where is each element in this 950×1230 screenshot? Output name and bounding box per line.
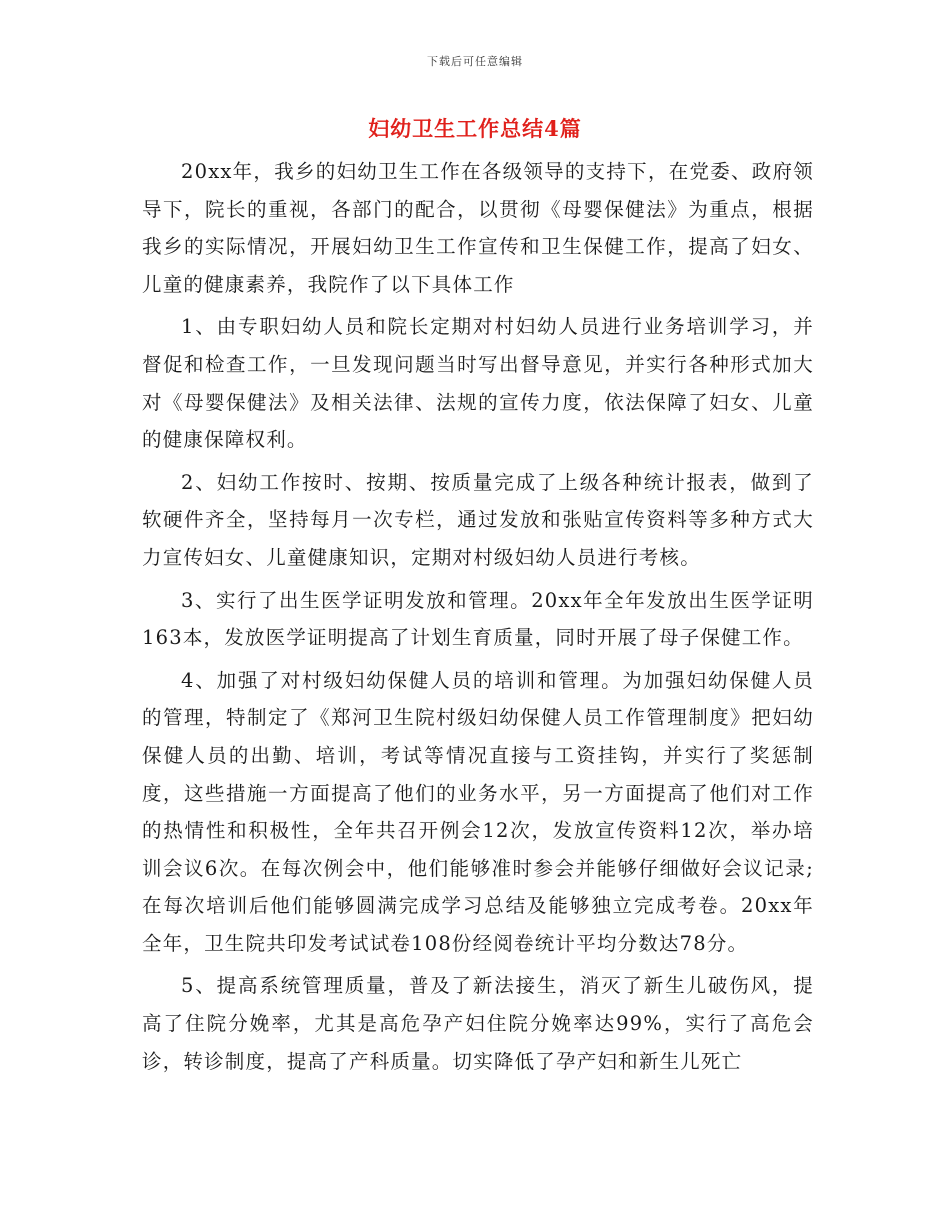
paragraph-item-1: 1、由专职妇幼人员和院长定期对村妇幼人员进行业务培训学习，并督促和检查工作，一旦发现问题当时写出督导意见，并实行各种形式加大对《母婴保健法》及相关法律、法规的宣传力度，依法保障了妇女、儿童的健康保障权利。 bbox=[142, 315, 814, 452]
paragraph-item-5: 5、提高系统管理质量，普及了新法接生，消灭了新生儿破伤风，提高了住院分娩率，尤其是高危孕产妇住院分娩率达99%，实行了高危会诊，转诊制度，提高了产科质量。切实降低了孕产妇和新生儿死亡 bbox=[142, 974, 814, 1073]
document-body bbox=[142, 153, 814, 1085]
document-title: 妇幼卫生工作总结4篇 bbox=[368, 116, 582, 141]
header-note: 下载后可任意编辑 bbox=[427, 55, 523, 68]
paragraph-item-2: 2、妇幼工作按时、按期、按质量完成了上级各种统计报表，做到了软硬件齐全，坚持每月一次专栏，通过发放和张贴宣传资料等多种方式大力宣传妇女、儿童健康知识，定期对村级妇幼人员进行考核。 bbox=[142, 470, 814, 569]
paragraph-intro: 20xx年，我乡的妇幼卫生工作在各级领导的支持下，在党委、政府领导下，院长的重视，各部门的配合，以贯彻《母婴保健法》为重点，根据我乡的实际情况，开展妇幼卫生工作宣传和卫生保健工作，提高了妇女、儿童的健康素养，我院作了以下具体工作 bbox=[142, 160, 814, 296]
paragraph-item-4: 4、加强了对村级妇幼保健人员的培训和管理。为加强妇幼保健人员的管理，特制定了《郑河卫生院村级妇幼保健人员工作管理制度》把妇幼保健人员的出勤、培训，考试等情况直接与工资挂钩，并实行了奖惩制度，这些措施一方面提高了他们的业务水平，另一方面提高了他们对工作的热情性和积极性，全年共召开例会12次，发放宣传资料12次，举办培训会议6次。在每次例会中，他们能够准时参会并能够仔细做好会议记录;在每次培训后他们能够圆满完成学习总结及能够独立完成考卷。20xx年全年，卫生院共印发考试试卷108份经阅卷统计平均分数达78分。 bbox=[142, 668, 814, 955]
paragraph-item-3: 3、实行了出生医学证明发放和管理。20xx年全年发放出生医学证明163本，发放医学证明提高了计划生育质量，同时开展了母子保健工作。 bbox=[142, 588, 814, 650]
